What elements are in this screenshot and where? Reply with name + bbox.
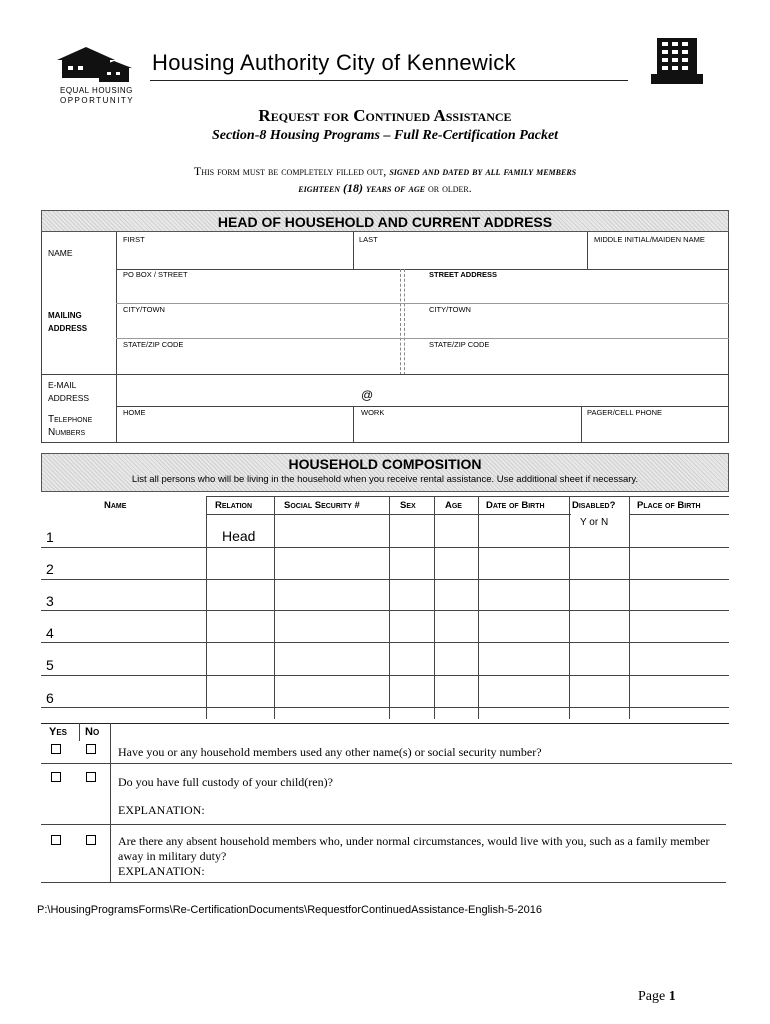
numbers-label: Numbers (48, 427, 86, 438)
mailing-divider-2 (404, 269, 405, 375)
notice-part-1: This form must be completely filled out, (193, 164, 390, 178)
state-input-2[interactable] (406, 350, 727, 372)
row-relation-1: Head (222, 528, 256, 544)
state-label-1: STATE/ZIP CODE (123, 340, 184, 349)
row-num-1: 1 (46, 529, 54, 545)
household-instruction: List all persons who will be living in the household when you receive rental assistance. Use additional sheet if necessary. (131, 474, 639, 485)
home-phone-input[interactable] (118, 418, 351, 441)
street-address-input[interactable] (406, 280, 727, 302)
phone-divider-2 (581, 406, 582, 443)
questions-top-rule (41, 723, 729, 724)
mailing-bottom (41, 374, 729, 375)
household-title: HOUSEHOLD COMPOSITION (288, 456, 482, 472)
building-icon (651, 36, 703, 86)
q3-yes-checkbox[interactable] (51, 835, 61, 845)
q2-no-checkbox[interactable] (86, 772, 96, 782)
name-row-bottom (116, 269, 729, 270)
q1-no-checkbox[interactable] (86, 744, 96, 754)
state-label-2: STATE/ZIP CODE (429, 340, 490, 349)
po-row-bottom (116, 303, 729, 304)
house-logo-icon (52, 42, 134, 86)
email-row-bottom (116, 406, 729, 407)
middle-label: MIDDLE INITIAL/MAIDEN NAME (594, 235, 705, 244)
city-input-2[interactable] (406, 315, 727, 337)
questions-col-divider (110, 723, 111, 883)
po-box-label: PO BOX / STREET (123, 270, 188, 279)
col-header-disabled: Disabled? (572, 500, 616, 511)
po-box-input[interactable] (118, 280, 398, 302)
equal-housing-label: EQUAL HOUSING (60, 86, 133, 95)
file-path: P:\HousingProgramsForms\Re-CertificationDocuments\RequestforContinuedAssistance-English-5-2016 (37, 904, 543, 916)
first-label: FIRST (123, 235, 145, 244)
row-num-4: 4 (46, 625, 54, 641)
row-num-3: 3 (46, 593, 54, 609)
q2-rule (41, 824, 726, 825)
col-header-pob: Place of Birth (637, 500, 701, 511)
city-label-1: CITY/TOWN (123, 305, 165, 314)
q3-text: Are there any absent household members who, under normal circumstances, would live with you, such as a family member away in military duty? (118, 834, 710, 863)
org-name: Housing Authority City of Kennewick (152, 50, 516, 75)
form-subtitle: Section-8 Housing Programs – Full Re-Certification Packet (211, 128, 559, 143)
col-header-dob: Date of Birth (486, 500, 545, 511)
col-header-relation: Relation (215, 500, 253, 511)
page-number (638, 989, 676, 1005)
address-label: ADDRESS (48, 324, 88, 333)
first-name-input[interactable] (118, 244, 351, 268)
opportunity-label: OPPORTUNITY (60, 96, 135, 105)
city-label-2: CITY/TOWN (429, 305, 471, 314)
notice-line-1 (0, 164, 770, 179)
email-label: E-MAIL (48, 380, 77, 390)
form-title: Request for Continued Assistance (258, 106, 512, 125)
q1-yes-checkbox[interactable] (51, 744, 61, 754)
explanation-input-2[interactable] (212, 862, 727, 880)
col-header-sex: Sex (400, 500, 416, 511)
pager-phone-input[interactable] (583, 418, 727, 441)
email-address-label: ADDRESS (48, 393, 90, 403)
notice-part-4: or older. (424, 181, 472, 195)
explanation-label-1: EXPLANATION: (118, 803, 205, 817)
pager-phone-label: PAGER/CELL PHONE (587, 408, 663, 417)
notice-line-2 (0, 181, 770, 196)
name-label: NAME (48, 248, 73, 258)
state-input-1[interactable] (118, 350, 398, 372)
col-header-ssn: Social Security # (284, 500, 360, 511)
name-divider-2 (587, 232, 588, 269)
row-num-6: 6 (46, 690, 54, 706)
mailing-divider-1 (400, 269, 401, 375)
col-header-age: Age (445, 500, 462, 511)
header-rule (150, 80, 628, 81)
table-top-rule (206, 496, 729, 497)
last-label: LAST (359, 235, 378, 244)
yes-no-divider (79, 723, 80, 741)
q3-no-checkbox[interactable] (86, 835, 96, 845)
q1-rule (41, 763, 732, 764)
middle-name-input[interactable] (589, 244, 727, 268)
yes-header: Yes (49, 726, 68, 738)
email-input[interactable] (118, 378, 727, 404)
disabled-hint: Y or N (580, 517, 609, 528)
name-divider-1 (353, 232, 354, 269)
q1-text: Have you or any household members used any other name(s) or social security number? (118, 745, 542, 759)
page-label: Page (638, 989, 669, 1004)
row-rule-6 (41, 707, 729, 708)
city-input-1[interactable] (118, 315, 398, 337)
q2-yes-checkbox[interactable] (51, 772, 61, 782)
notice-part-3: eighteen (18) years of age (298, 181, 425, 195)
household-grid-area[interactable] (41, 515, 729, 707)
last-name-input[interactable] (355, 244, 585, 268)
head-section-title (41, 210, 729, 232)
row-num-2: 2 (46, 561, 54, 577)
page-num: 1 (668, 989, 676, 1004)
email-at-sign: @ (361, 388, 374, 402)
work-phone-input[interactable] (355, 418, 579, 441)
home-phone-label: HOME (123, 408, 146, 417)
telephone-label: Telephone (48, 414, 93, 425)
row-num-5: 5 (46, 657, 54, 673)
no-header: No (85, 726, 100, 738)
phone-divider-1 (353, 406, 354, 443)
mailing-label: MAILING (48, 311, 82, 320)
q3-rule (41, 882, 726, 883)
explanation-label-2: EXPLANATION: (118, 864, 205, 878)
city-row-bottom (116, 338, 729, 339)
work-phone-label: WORK (361, 408, 385, 417)
explanation-input-1[interactable] (212, 800, 727, 818)
col-header-name: Name (104, 500, 127, 511)
street-address-label: STREET ADDRESS (429, 270, 498, 279)
head-section-title-text: HEAD OF HOUSEHOLD AND CURRENT ADDRESS (217, 214, 553, 230)
notice-part-2: signed and dated by all family members (389, 164, 577, 178)
q2-text: Do you have full custody of your child(ren)? (118, 775, 333, 789)
